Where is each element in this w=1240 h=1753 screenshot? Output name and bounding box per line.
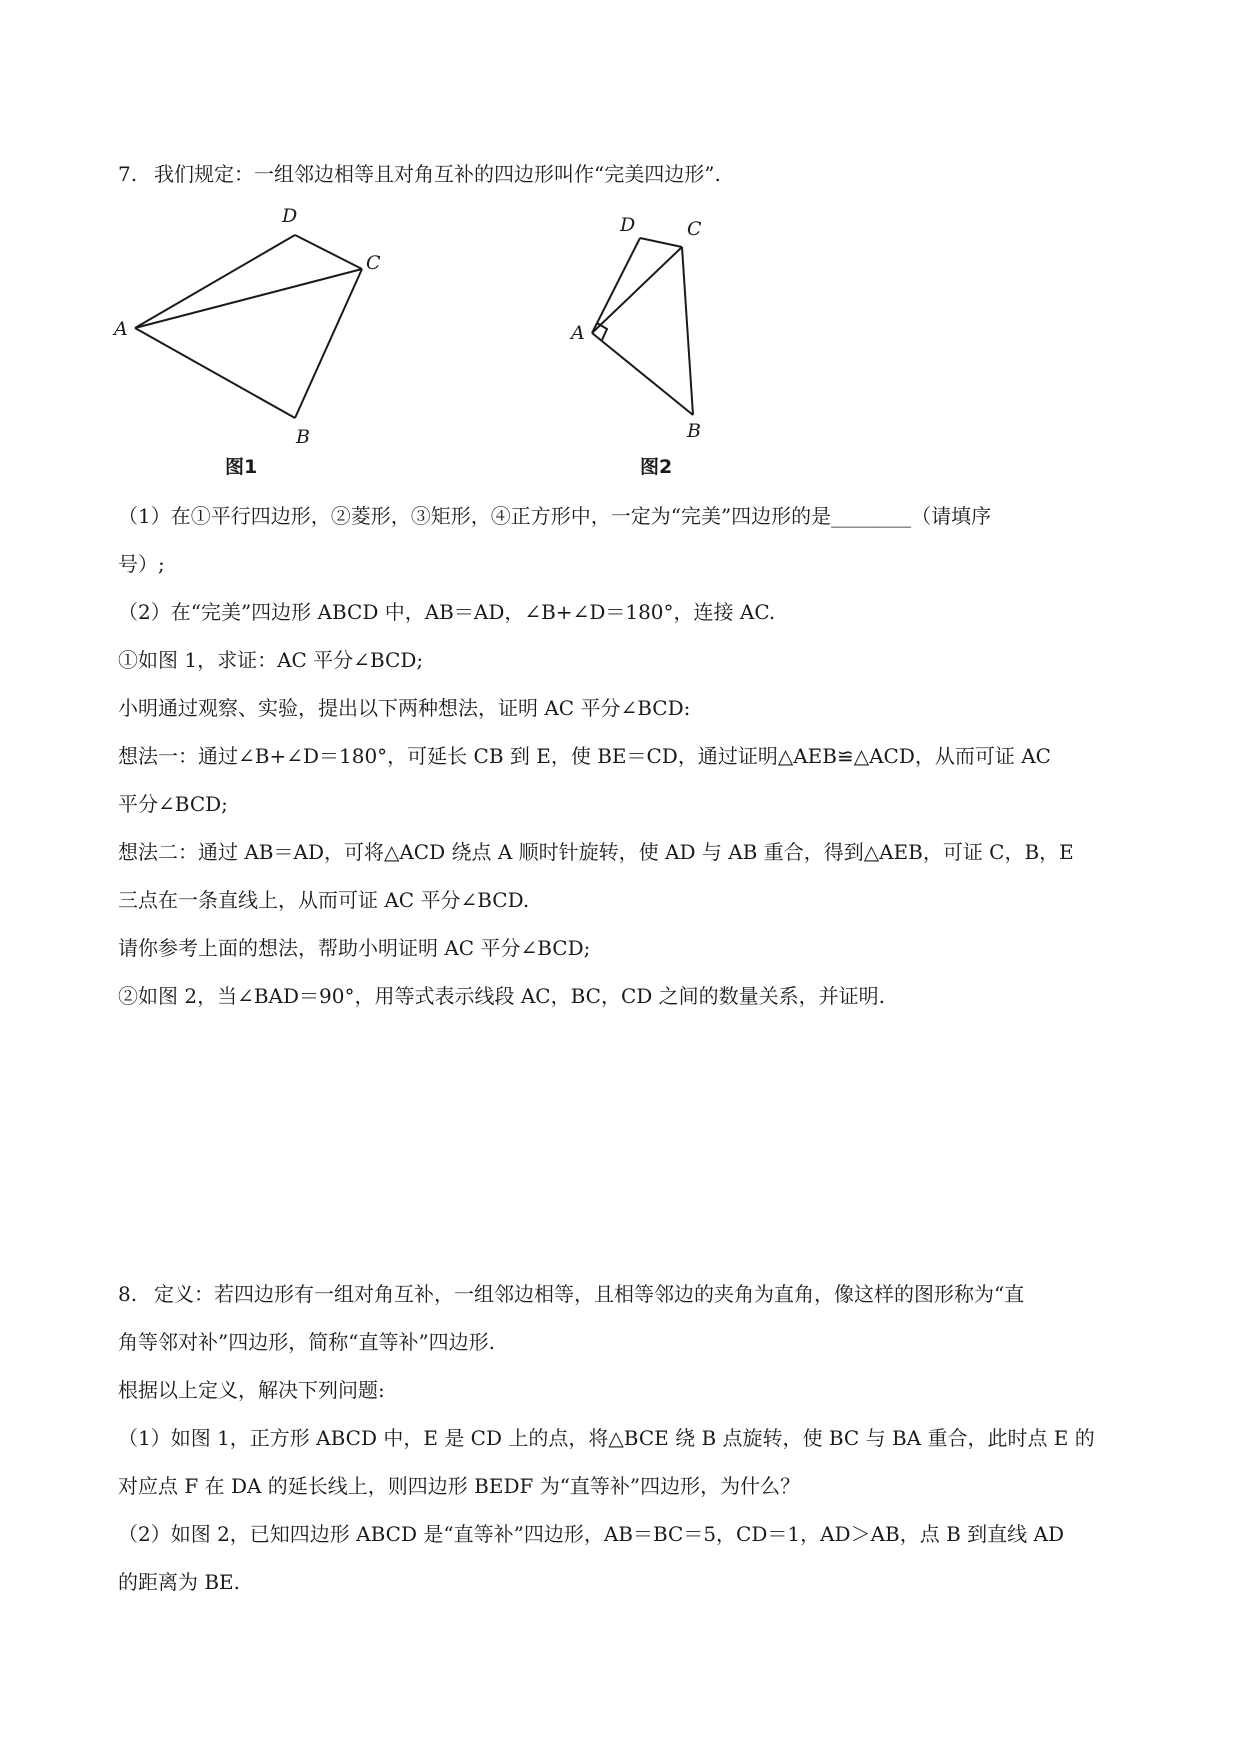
fig2-edge-AD [592, 238, 640, 333]
fig2-label-B: B [687, 420, 701, 442]
q7-line-5: 小明通过观察、实验，提出以下两种想法，证明 AC 平分∠BCD: [118, 696, 691, 720]
fig1-edge-AD [135, 235, 295, 328]
fig2-edge-DC [640, 238, 682, 247]
q7-stem: 我们规定：一组邻边相等且对角互补的四边形叫作“完美四边形”. [154, 162, 721, 186]
q8-line-7: 的距离为 BE. [118, 1570, 241, 1594]
q8-header [118, 1280, 1024, 1308]
fig1-label-A: A [114, 318, 128, 340]
q7-line-10: 请你参考上面的想法，帮助小明证明 AC 平分∠BCD; [118, 936, 591, 960]
q7-line-4: ①如图 1，求证：AC 平分∠BCD; [118, 648, 424, 672]
fig2-edge-AB [592, 333, 693, 415]
q7-line-2: 号）; [118, 552, 165, 576]
q7-figure-1 [100, 195, 400, 445]
q7-header [118, 160, 721, 188]
fig1-edge-AB [135, 328, 295, 418]
q7-fig1-caption: 图1 [225, 456, 258, 478]
q8-line-4: （1）如图 1，正方形 ABCD 中，E 是 CD 上的点，将△BCE 绕 B 点旋转，使 BC 与 BA 重合，此时点 E 的 [118, 1426, 1095, 1450]
q7-line-7: 平分∠BCD; [118, 792, 228, 816]
q7-line-11: ②如图 2，当∠BAD＝90°，用等式表示线段 AC，BC，CD 之间的数量关系，并证明. [118, 984, 885, 1008]
q8-line-3: 根据以上定义，解决下列问题: [118, 1378, 385, 1402]
fig2-edge-AC [592, 247, 682, 333]
fig1-label-D: D [282, 205, 298, 227]
q7-line-8: 想法二：通过 AB＝AD，可将△ACD 绕点 A 顺时针旋转，使 AD 与 AB 重合，得到△AEB，可证 C，B，E [118, 840, 1074, 864]
q8-line-6: （2）如图 2，已知四边形 ABCD 是“直等补”四边形，AB＝BC＝5，CD＝1，AD＞AB，点 B 到直线 AD [118, 1522, 1064, 1546]
q7-number: 7. [118, 162, 138, 186]
fig1-edge-CB [295, 269, 362, 418]
q7-line-9: 三点在一条直线上，从而可证 AC 平分∠BCD. [118, 888, 530, 912]
q8-number: 8. [118, 1282, 138, 1306]
q8-line-5: 对应点 F 在 DA 的延长线上，则四边形 BEDF 为“直等补”四边形，为什么？ [118, 1474, 801, 1498]
fig1-edge-AC [135, 269, 362, 328]
fig1-edge-DC [295, 235, 362, 269]
q8-line-1: 定义：若四边形有一组对角互补，一组邻边相等，且相等邻边的夹角为直角，像这样的图形称为“直 [154, 1282, 1025, 1306]
q7-line-3: （2）在“完美”四边形 ABCD 中，AB＝AD，∠B+∠D＝180°，连接 AC. [118, 600, 776, 624]
fig2-edge-CB [682, 247, 693, 415]
fig2-label-C: C [687, 218, 702, 240]
q7-line-6: 想法一：通过∠B+∠D＝180°，可延长 CB 到 E，使 BE＝CD，通过证明△AEB≌△ACD，从而可证 AC [118, 744, 1051, 768]
fig1-label-C: C [366, 252, 381, 274]
q7-line-1: （1）在①平行四边形，②菱形，③矩形，④正方形中，一定为“完美”四边形的是________（请填序 [118, 504, 992, 528]
q7-fig2-caption: 图2 [640, 456, 673, 478]
q8-line-2: 角等邻对补”四边形，简称“直等补”四边形. [118, 1330, 496, 1354]
fig1-label-B: B [296, 426, 310, 445]
fig2-label-D: D [620, 214, 636, 236]
fig2-label-A: A [571, 322, 585, 344]
q7-figure-2 [560, 205, 760, 445]
